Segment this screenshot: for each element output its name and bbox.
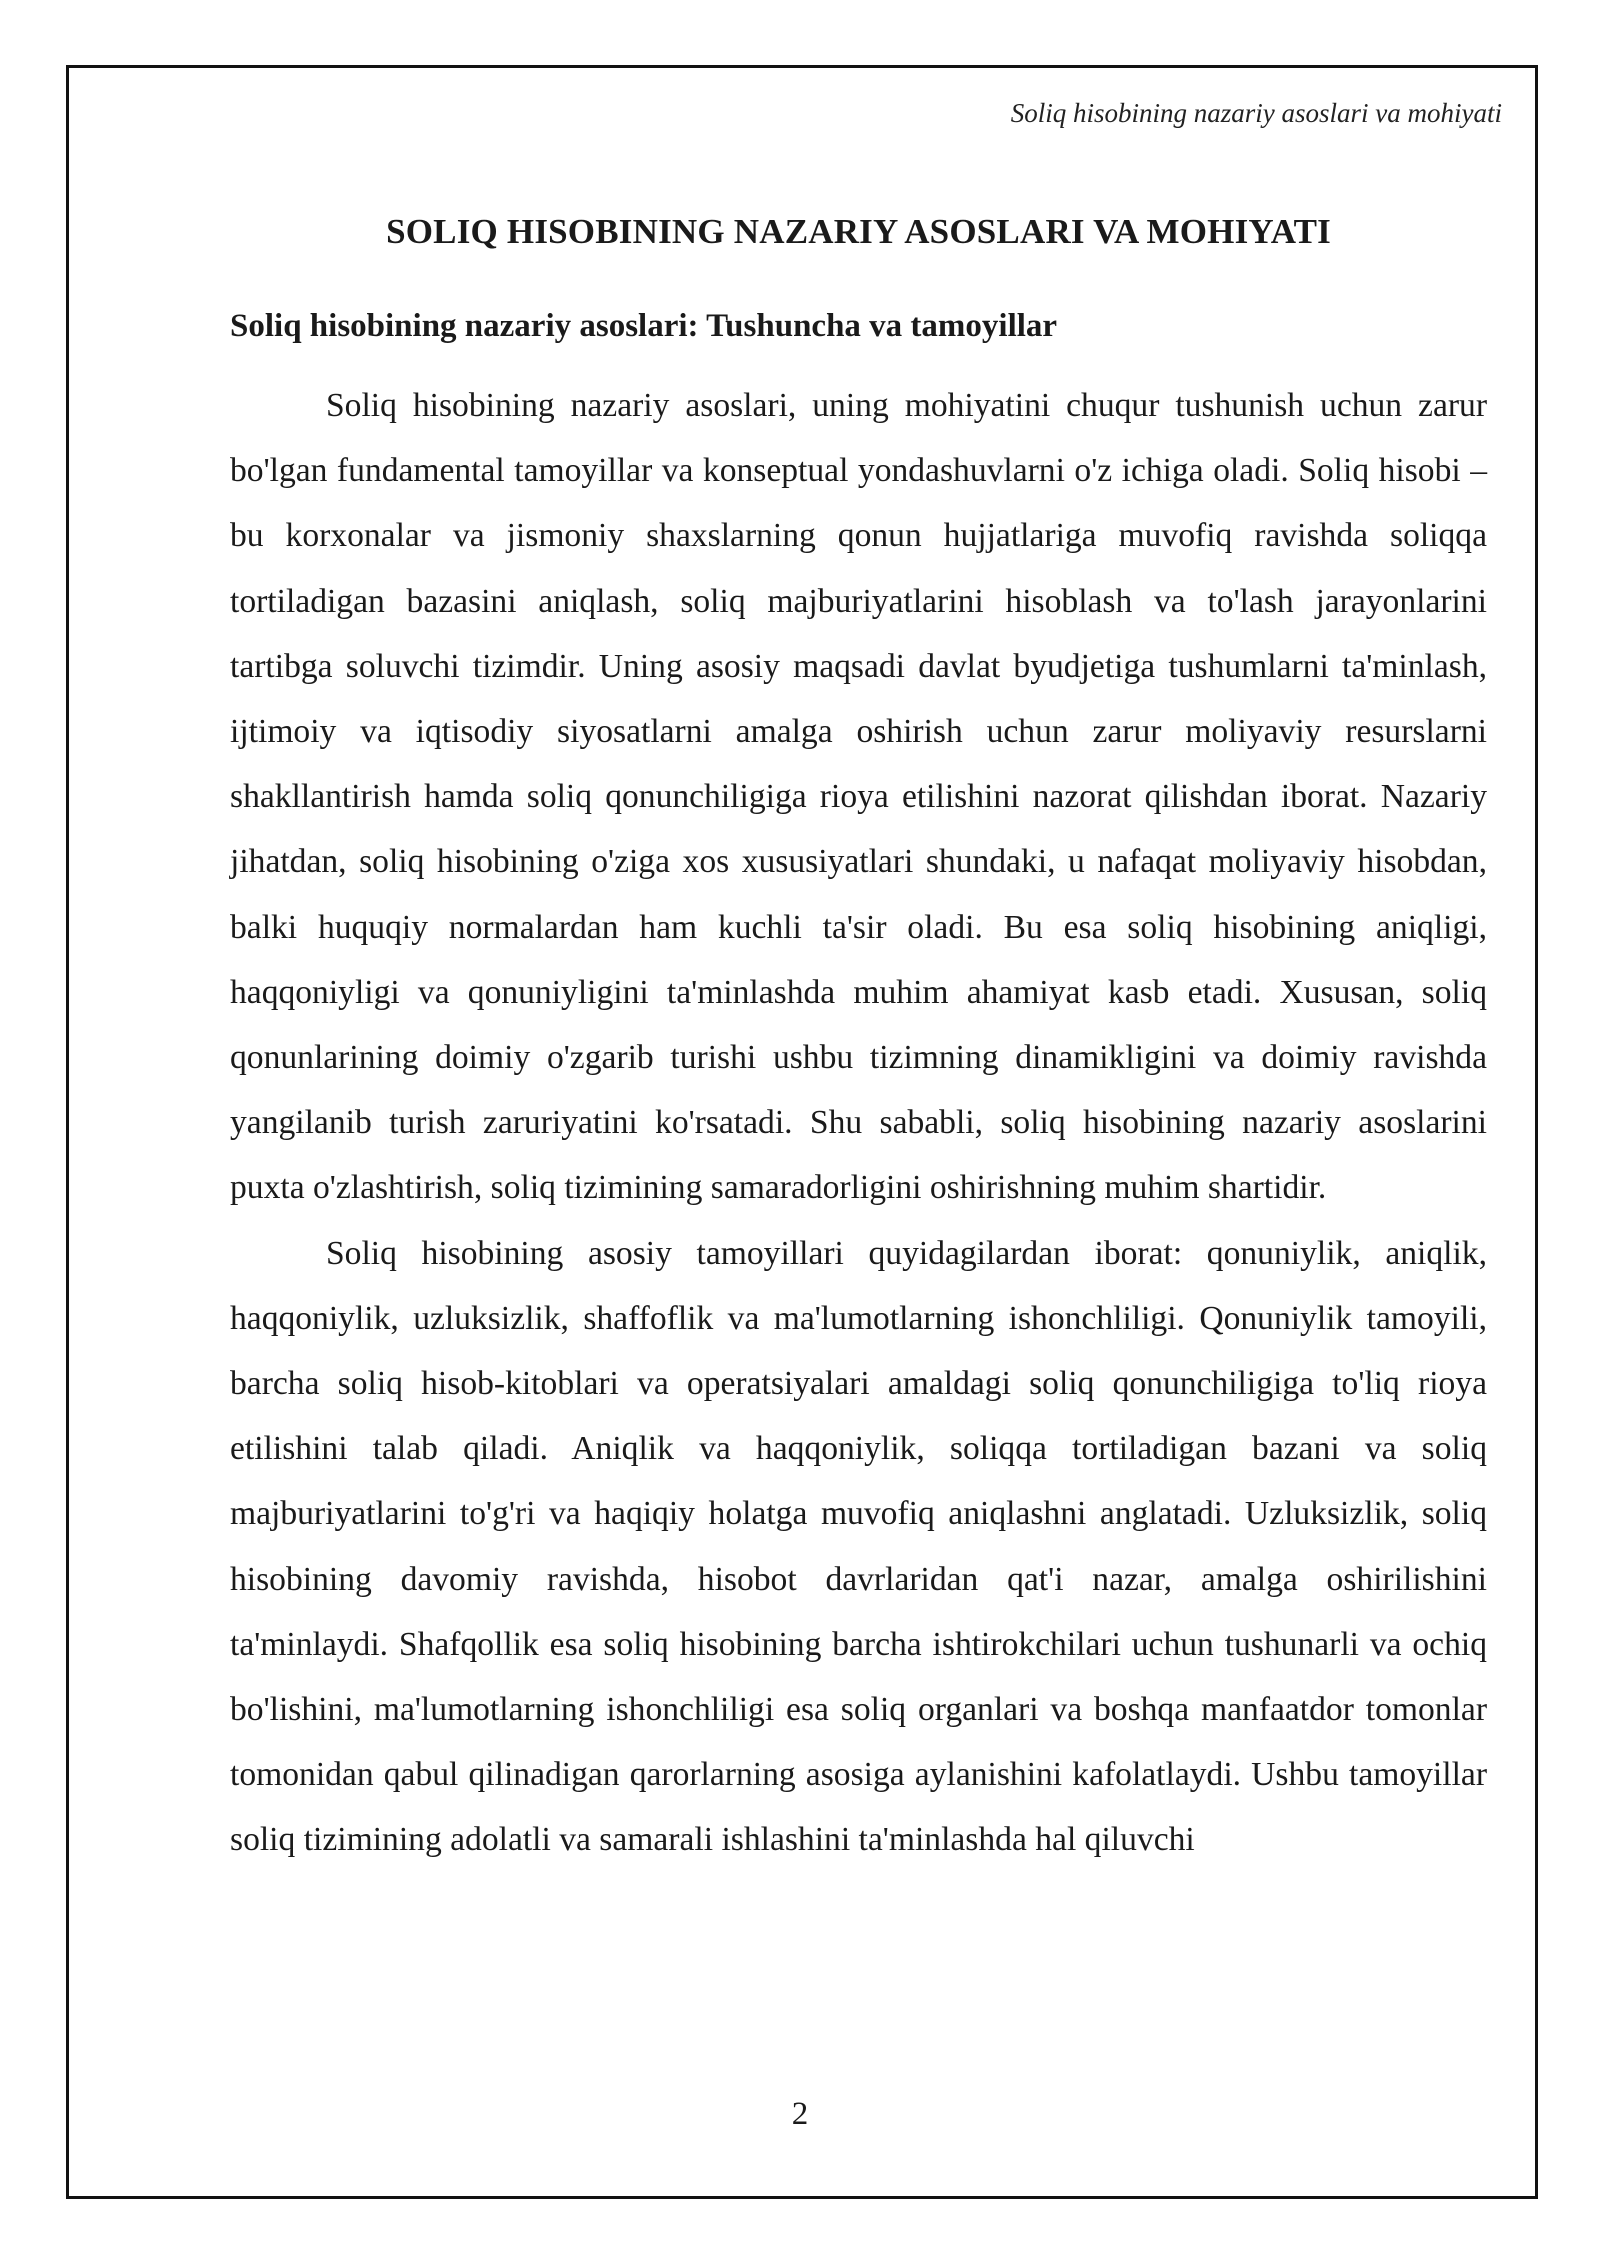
page-number: 2 — [791, 2096, 809, 2132]
document-body — [230, 212, 1487, 1873]
section-heading: Soliq hisobining nazariy asoslari: Tushuncha va tamoyillar — [230, 308, 1058, 344]
running-header: Soliq hisobining nazariy asoslari va mohiyati — [1010, 98, 1502, 128]
paragraph-2: Soliq hisobining asosiy tamoyillari quyidagilardan iborat: qonuniylik, aniqlik, haqqoniylik, uzluksizlik, shaffoflik va ma'lumotlarning ishonchliligi. Qonuniylik tamoyili, barcha soliq hisob-kitoblari va operatsiyalari amaldagi soliq qonunchiligiga to'liq rioya etilishini talab qiladi. Aniqlik va haqqoniylik, soliqqa tortiladigan bazani va soliq majburiyatlarini to'g'ri va haqiqiy holatga muvofiq aniqlashni anglatadi. Uzluksizlik, soliq hisobining davomiy ravishda, hisobot davrlaridan qat'i nazar, amalga oshirilishini ta'minlaydi. Shafqollik esa soliq hisobining barcha ishtirokchilari uchun tushunarli va ochiq bo'lishini, ma'lumotlarning ishonchliligi esa soliq organlari va boshqa manfaatdor tomonlar tomonidan qabul qilinadigan qarorlarning asosiga aylanishini kafolatlaydi. Ushbu tamoyillar soliq tizimining adolatli va samarali ishlashini ta'minlashda hal qiluvchi — [230, 1234, 1487, 1859]
document-title: SOLIQ HISOBINING NAZARIY ASOSLARI VA MOHIYATI — [386, 212, 1331, 251]
paragraph-1: Soliq hisobining nazariy asoslari, uning mohiyatini chuqur tushunish uchun zarur bo'lgan fundamental tamoyillar va konseptual yondashuvlarni o'z ichiga oladi. Soliq hisobi – bu korxonalar va jismoniy shaxslarning qonun hujjatlariga muvofiq ravishda soliqqa tortiladigan bazasini aniqlash, soliq majburiyatlarini hisoblash va to'lash jarayonlarini tartibga soluvchi tizimdir. Uning asosiy maqsadi davlat byudjetiga tushumlarni ta'minlash, ijtimoiy va iqtisodiy siyosatlarni amalga oshirish uchun zarur moliyaviy resurslarni shakllantirish hamda soliq qonunchiligiga rioya etilishini nazorat qilishdan iborat. Nazariy jihatdan, soliq hisobining o'ziga xos xususiyatlari shundaki, u nafaqat moliyaviy hisobdan, balki huquqiy normalardan ham kuchli ta'sir oladi. Bu esa soliq hisobining aniqligi, haqqoniyligi va qonuniyligini ta'minlashda muhim ahamiyat kasb etadi. Xususan, soliq qonunlarining doimiy o'zgarib turishi ushbu tizimning dinamikligini va doimiy ravishda yangilanib turish zaruriyatini ko'rsatadi. Shu sababli, soliq hisobining nazariy asoslarini puxta o'zlashtirish, soliq tizimining samaradorligini oshirishning muhim shartidir. — [230, 387, 1487, 1207]
